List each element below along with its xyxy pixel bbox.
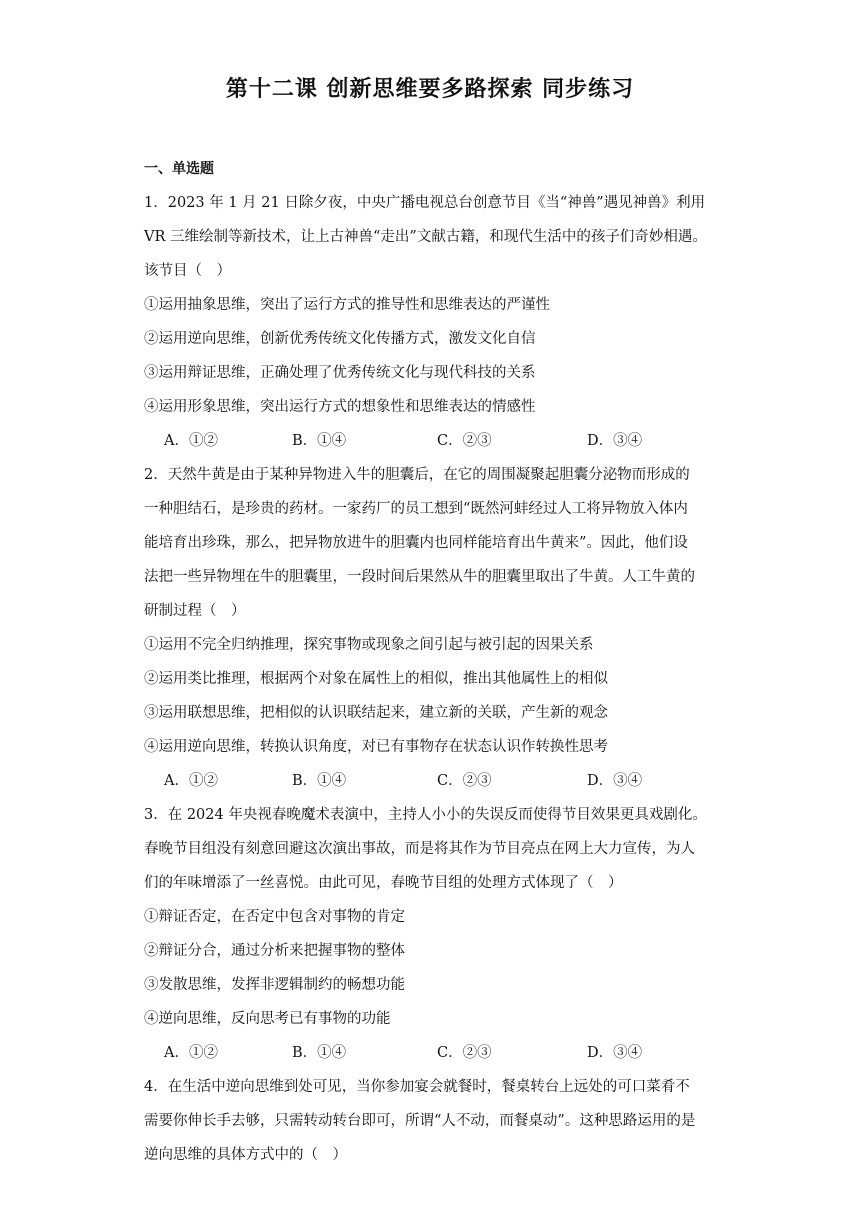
question-3: [144, 798, 722, 1070]
option-b[interactable]: B．①④: [292, 433, 347, 449]
question-3-item: ①辩证否定，在否定中包含对事物的肯定: [144, 909, 405, 925]
question-3-stem-line: 春晚节目组没有刻意回避这次演出事故，而是将其作为节目亮点在网上大力宣传，为人: [144, 841, 695, 857]
question-2-stem-line: 法把一些异物埋在牛的胆囊里，一段时间后果然从牛的胆囊里取出了牛黄。人工牛黄的: [144, 569, 695, 585]
question-3-item: ④逆向思维，反向思考已有事物的功能: [144, 1011, 391, 1027]
question-2-item: ④运用逆向思维，转换认识角度，对已有事物存在状态认识作转换性思考: [144, 739, 608, 755]
option-d[interactable]: D．③④: [587, 773, 643, 789]
option-a[interactable]: A．①②: [164, 433, 218, 449]
question-3-item: ③发散思维，发挥非逻辑制约的畅想功能: [144, 977, 405, 993]
option-c[interactable]: C．②③: [437, 773, 492, 789]
question-3-stem-line: 们的年味增添了一丝喜悦。由此可见，春晚节目组的处理方式体现了（ ）: [144, 875, 623, 891]
question-2-stem-line: 一种胆结石，是珍贵的药材。一家药厂的员工想到“既然河蚌经过人工将异物放入体内: [144, 501, 688, 517]
question-3-options: [144, 1036, 722, 1070]
page-title: 第十二课 创新思维要多路探索 同步练习: [225, 77, 635, 102]
question-2-item: ②运用类比推理，根据两个对象在属性上的相似，推出其他属性上的相似: [144, 671, 608, 687]
question-4-stem-line: 需要你伸长手去够，只需转动转台即可，所谓“人不动，而餐桌动”。这种思路运用的是: [144, 1113, 696, 1129]
question-2-stem-line: 能培育出珍珠，那么，把异物放进牛的胆囊内也同样能培育出牛黄来”。因此，他们设: [144, 535, 688, 551]
exercise-content: [144, 152, 722, 1172]
question-2-item: ①运用不完全归纳推理，探究事物或现象之间引起与被引起的因果关系: [144, 637, 594, 653]
question-1-item: ③运用辩证思维，正确处理了优秀传统文化与现代科技的关系: [144, 365, 536, 381]
question-2-stem-line: 研制过程（ ）: [144, 603, 246, 619]
option-b[interactable]: B．①④: [292, 1045, 347, 1061]
question-4-stem-line: 4．在生活中逆向思维到处可见，当你参加宴会就餐时，餐桌转台上远处的可口菜肴不: [144, 1079, 690, 1095]
question-1: [144, 186, 722, 458]
option-a[interactable]: A．①②: [164, 773, 218, 789]
question-1-item: ①运用抽象思维，突出了运行方式的推导性和思维表达的严谨性: [144, 297, 550, 313]
question-2-item: ③运用联想思维，把相似的认识联结起来，建立新的关联，产生新的观念: [144, 705, 608, 721]
option-b[interactable]: B．①④: [292, 773, 347, 789]
question-2-stem-line: 2．天然牛黄是由于某种异物进入牛的胆囊后，在它的周围凝聚起胆囊分泌物而形成的: [144, 467, 690, 483]
question-1-stem-line: 该节目（ ）: [144, 263, 231, 279]
question-2-options: [144, 764, 722, 798]
section-heading: 一、单选题: [144, 161, 214, 177]
question-2: [144, 458, 722, 798]
question-1-stem-line: 1．2023 年 1 月 21 日除夕夜，中央广播电视总台创意节目《当“神兽”遇见神兽》利用: [144, 195, 706, 211]
option-a[interactable]: A．①②: [164, 1045, 218, 1061]
question-4: [144, 1070, 722, 1172]
option-d[interactable]: D．③④: [587, 433, 643, 449]
question-3-item: ②辩证分合，通过分析来把握事物的整体: [144, 943, 405, 959]
question-1-stem-line: VR 三维绘制等新技术，让上古神兽“走出”文献古籍，和现代生活中的孩子们奇妙相遇。: [144, 229, 707, 245]
question-3-stem-line: 3．在 2024 年央视春晚魔术表演中，主持人小小的失误反而使得节目效果更具戏剧化。: [144, 807, 707, 823]
option-c[interactable]: C．②③: [437, 433, 492, 449]
question-1-item: ④运用形象思维，突出运行方式的想象性和思维表达的情感性: [144, 399, 536, 415]
option-c[interactable]: C．②③: [437, 1045, 492, 1061]
question-1-item: ②运用逆向思维，创新优秀传统文化传播方式，激发文化自信: [144, 331, 536, 347]
option-d[interactable]: D．③④: [587, 1045, 643, 1061]
question-4-stem-line: 逆向思维的具体方式中的（ ）: [144, 1147, 347, 1163]
question-1-options: [144, 424, 722, 458]
